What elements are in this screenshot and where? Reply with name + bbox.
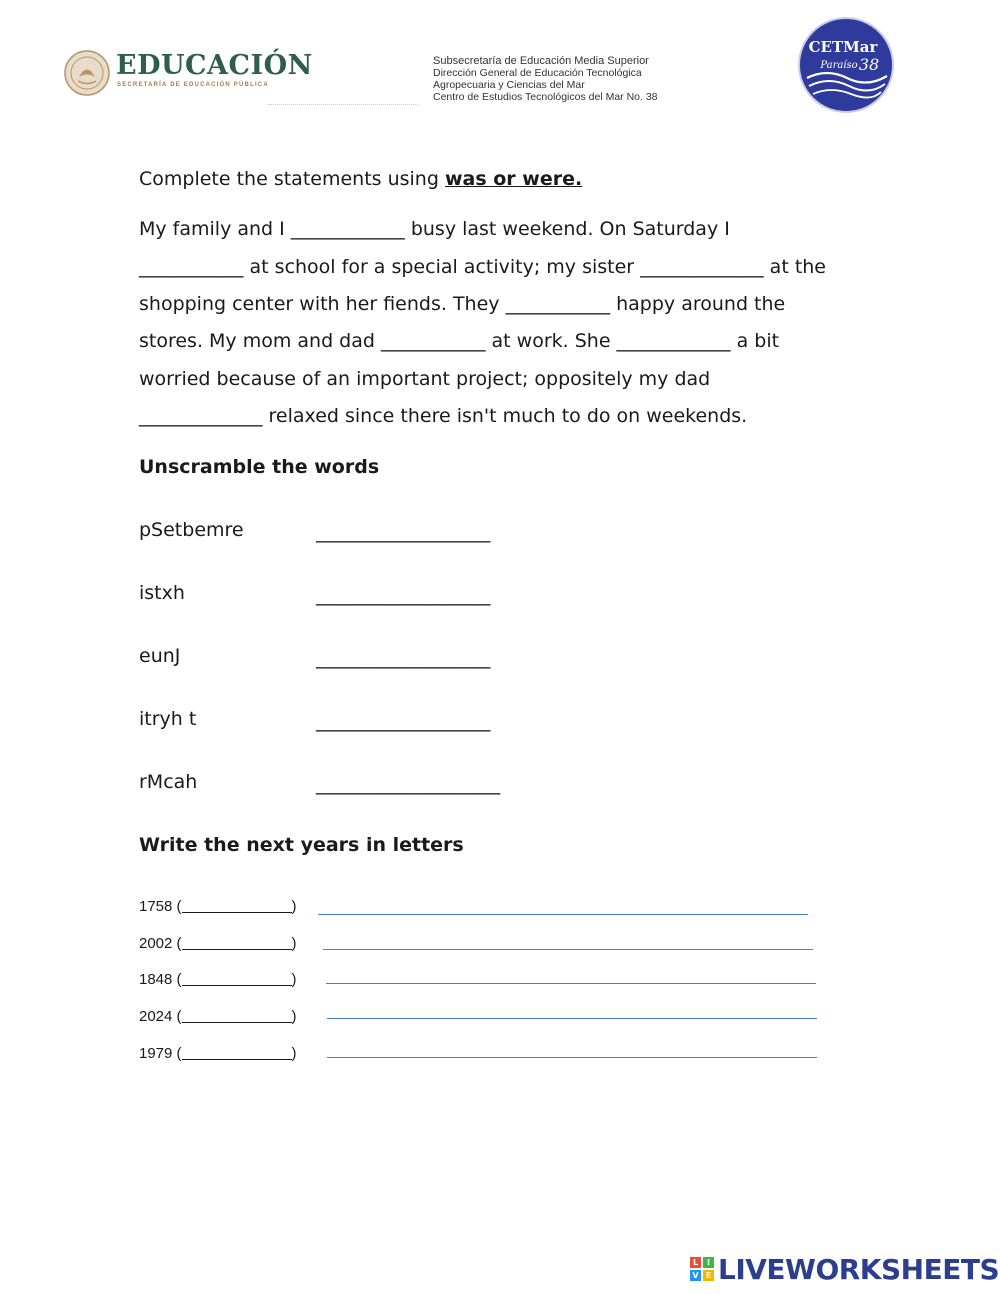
paragraph-line[interactable]: My family and I ____________ busy last weekend. On Saturday I [139, 218, 730, 240]
answer-blank[interactable]: __________________ [316, 521, 491, 543]
liveworksheets-squares-icon [690, 1257, 714, 1281]
year-row: 1758 ( ) [139, 898, 297, 915]
paragraph-line[interactable]: _____________ relaxed since there isn't much to do on weekends. [139, 405, 748, 427]
liveworksheets-text: LIVEWORKSHEETS [718, 1252, 1000, 1286]
paragraph-line[interactable]: shopping center with her fiends. They ___________ happy around the [139, 293, 786, 315]
year-paren-blank[interactable] [182, 898, 292, 913]
year-answer-line[interactable] [323, 949, 813, 950]
year-row: 2024 ( ) [139, 1008, 297, 1025]
logo-square: E [703, 1270, 714, 1281]
mexico-seal-icon [64, 50, 110, 96]
instruction-prefix: Complete the statements using [139, 168, 445, 190]
scrambled-word: rMcah [139, 771, 198, 793]
years-heading: Write the next years in letters [139, 834, 464, 856]
badge-name: CETMar [808, 38, 878, 56]
education-logo-title: EDUCACIÓN [116, 50, 313, 81]
logo-square: V [690, 1270, 701, 1281]
year-row: 1848 ( ) [139, 971, 297, 988]
logo-square: I [703, 1257, 714, 1268]
badge-place: Paraíso [820, 60, 858, 71]
logo-square: L [690, 1257, 701, 1268]
instruction-emphasis: was or were. [444, 168, 583, 190]
paragraph-line[interactable]: stores. My mom and dad ___________ at work. She ____________ a bit [139, 330, 780, 352]
year-value: 1758 [139, 898, 173, 915]
year-paren-blank[interactable] [182, 935, 292, 950]
answer-blank[interactable]: __________________ [316, 710, 491, 732]
year-paren-blank[interactable] [182, 971, 292, 986]
answer-blank[interactable]: __________________ [316, 584, 491, 606]
institution-line: Centro de Estudios Tecnológicos del Mar No. 38 [433, 91, 658, 103]
scrambled-word: itryh t [139, 708, 197, 730]
scrambled-word: eunJ [139, 645, 181, 667]
year-value: 1848 [139, 971, 173, 988]
year-paren-blank[interactable] [182, 1045, 292, 1060]
year-value: 2024 [139, 1008, 173, 1025]
year-answer-line[interactable] [327, 1018, 817, 1019]
year-row: 1979 ( ) [139, 1045, 297, 1062]
year-answer-line[interactable] [327, 1057, 817, 1058]
paragraph-line[interactable]: ___________ at school for a special activity; my sister _____________ at the [139, 256, 826, 278]
liveworksheets-logo[interactable] [690, 1252, 999, 1286]
year-row: 2002 ( ) [139, 935, 297, 952]
year-value: 1979 [139, 1045, 173, 1062]
institution-line: Agropecuaria y Ciencias del Mar [433, 79, 585, 91]
year-answer-line[interactable] [318, 914, 808, 915]
answer-blank[interactable]: ___________________ [316, 773, 501, 795]
paragraph-line[interactable]: worried because of an important project; oppositely my dad [139, 368, 711, 390]
year-answer-line[interactable] [326, 983, 816, 984]
instruction-was-were [139, 168, 582, 190]
badge-number: 38 [858, 55, 880, 74]
scrambled-word: istxh [139, 582, 185, 604]
cetmar-badge [797, 16, 895, 114]
scrambled-word: pSetbemre [139, 519, 244, 541]
year-paren-blank[interactable] [182, 1008, 292, 1023]
institution-line: Dirección General de Educación Tecnológica [433, 67, 642, 79]
institution-line: Subsecretaría de Educación Media Superior [433, 55, 649, 67]
cetmar-badge-icon [797, 16, 895, 114]
faded-divider [268, 104, 418, 109]
answer-blank[interactable]: __________________ [316, 647, 491, 669]
year-value: 2002 [139, 935, 173, 952]
education-logo-subtitle: SECRETARÍA DE EDUCACIÓN PÚBLICA [117, 82, 269, 88]
institution-block [433, 55, 658, 103]
unscramble-heading: Unscramble the words [139, 456, 380, 478]
